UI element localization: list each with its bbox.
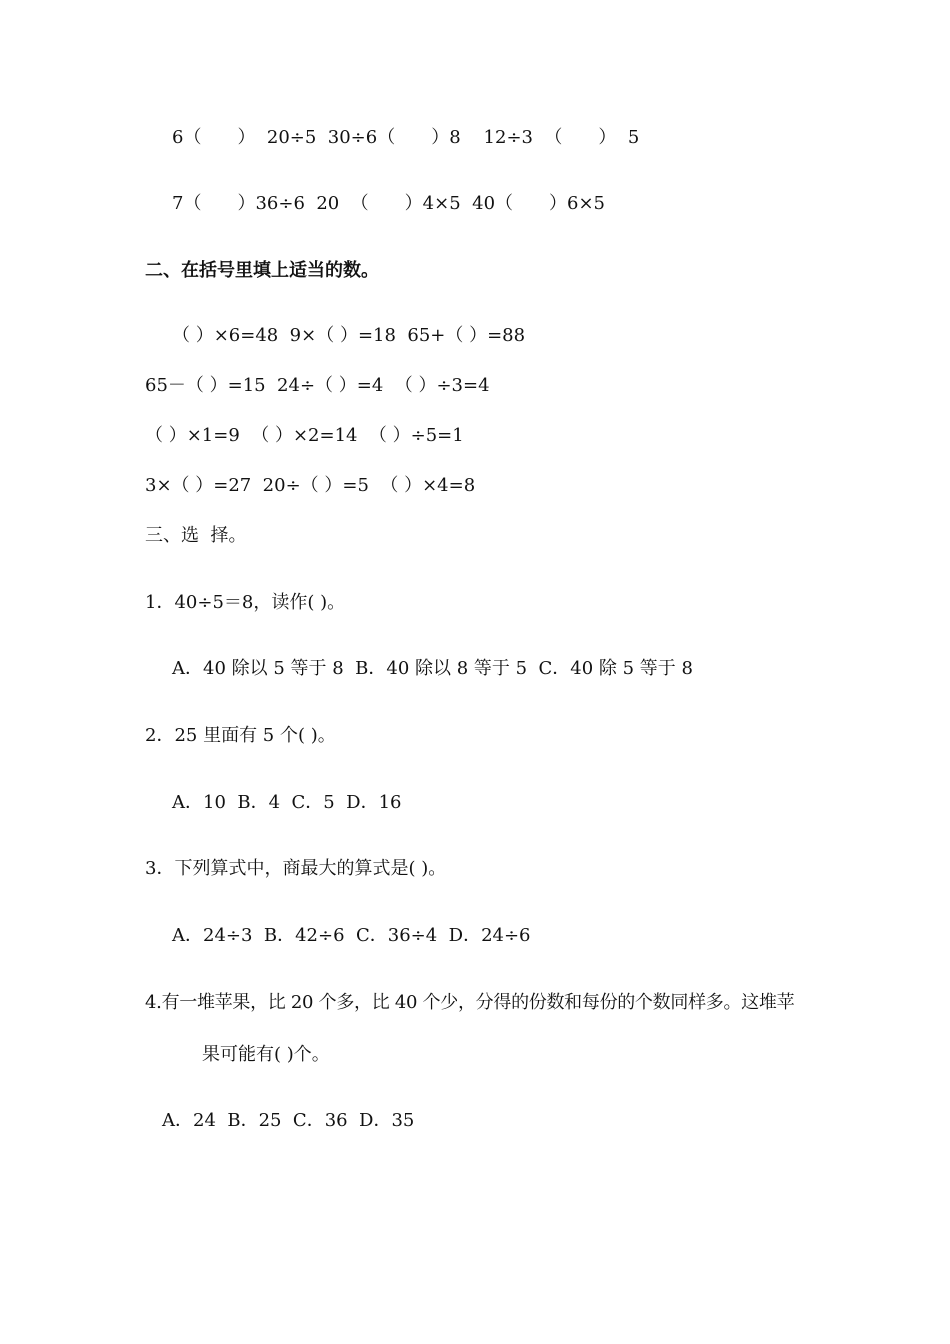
question-1-stem: 1．40÷5＝8，读作( )。 (145, 592, 346, 613)
fill-row-1: （ ）×6=48 9×（ ）=18 65+（ ）=88 (172, 325, 526, 346)
question-4-stem-line-2: 果可能有( )个。 (202, 1044, 330, 1065)
fill-row-3: （ ）×1=9 （ ）×2=14 （ ）÷5=1 (145, 425, 464, 446)
question-2-options: A．10 B．4 C．5 D．16 (172, 792, 402, 813)
compare-row-1: 6（ ） 20÷5 30÷6（ ）8 12÷3 （ ） 5 (172, 127, 640, 148)
fill-row-4: 3×（ ）=27 20÷（ ）=5 （ ）×4=8 (145, 475, 476, 496)
question-3-stem: 3．下列算式中，商最大的算式是( )。 (145, 858, 447, 879)
section-3-heading: 三、选 择。 (145, 525, 247, 546)
question-3-options: A．24÷3 B．42÷6 C．36÷4 D．24÷6 (172, 925, 531, 946)
question-4-stem-line-1: 4.有一堆苹果，比 20 个多，比 40 个少，分得的份数和每份的个数同样多。这堆苹 (145, 992, 795, 1013)
fill-row-2: 65－（ ）=15 24÷（ ）=4 （ ）÷3=4 (145, 375, 490, 396)
question-4-options: A．24 B．25 C．36 D．35 (162, 1110, 415, 1131)
question-2-stem: 2．25 里面有 5 个( )。 (145, 725, 336, 746)
section-2-heading: 二、在括号里填上适当的数。 (145, 260, 379, 281)
question-1-options: A．40 除以 5 等于 8 B．40 除以 8 等于 5 C．40 除 5 等于 8 (172, 658, 693, 679)
compare-row-2: 7（ ）36÷6 20 （ ）4×5 40（ ）6×5 (172, 193, 606, 214)
